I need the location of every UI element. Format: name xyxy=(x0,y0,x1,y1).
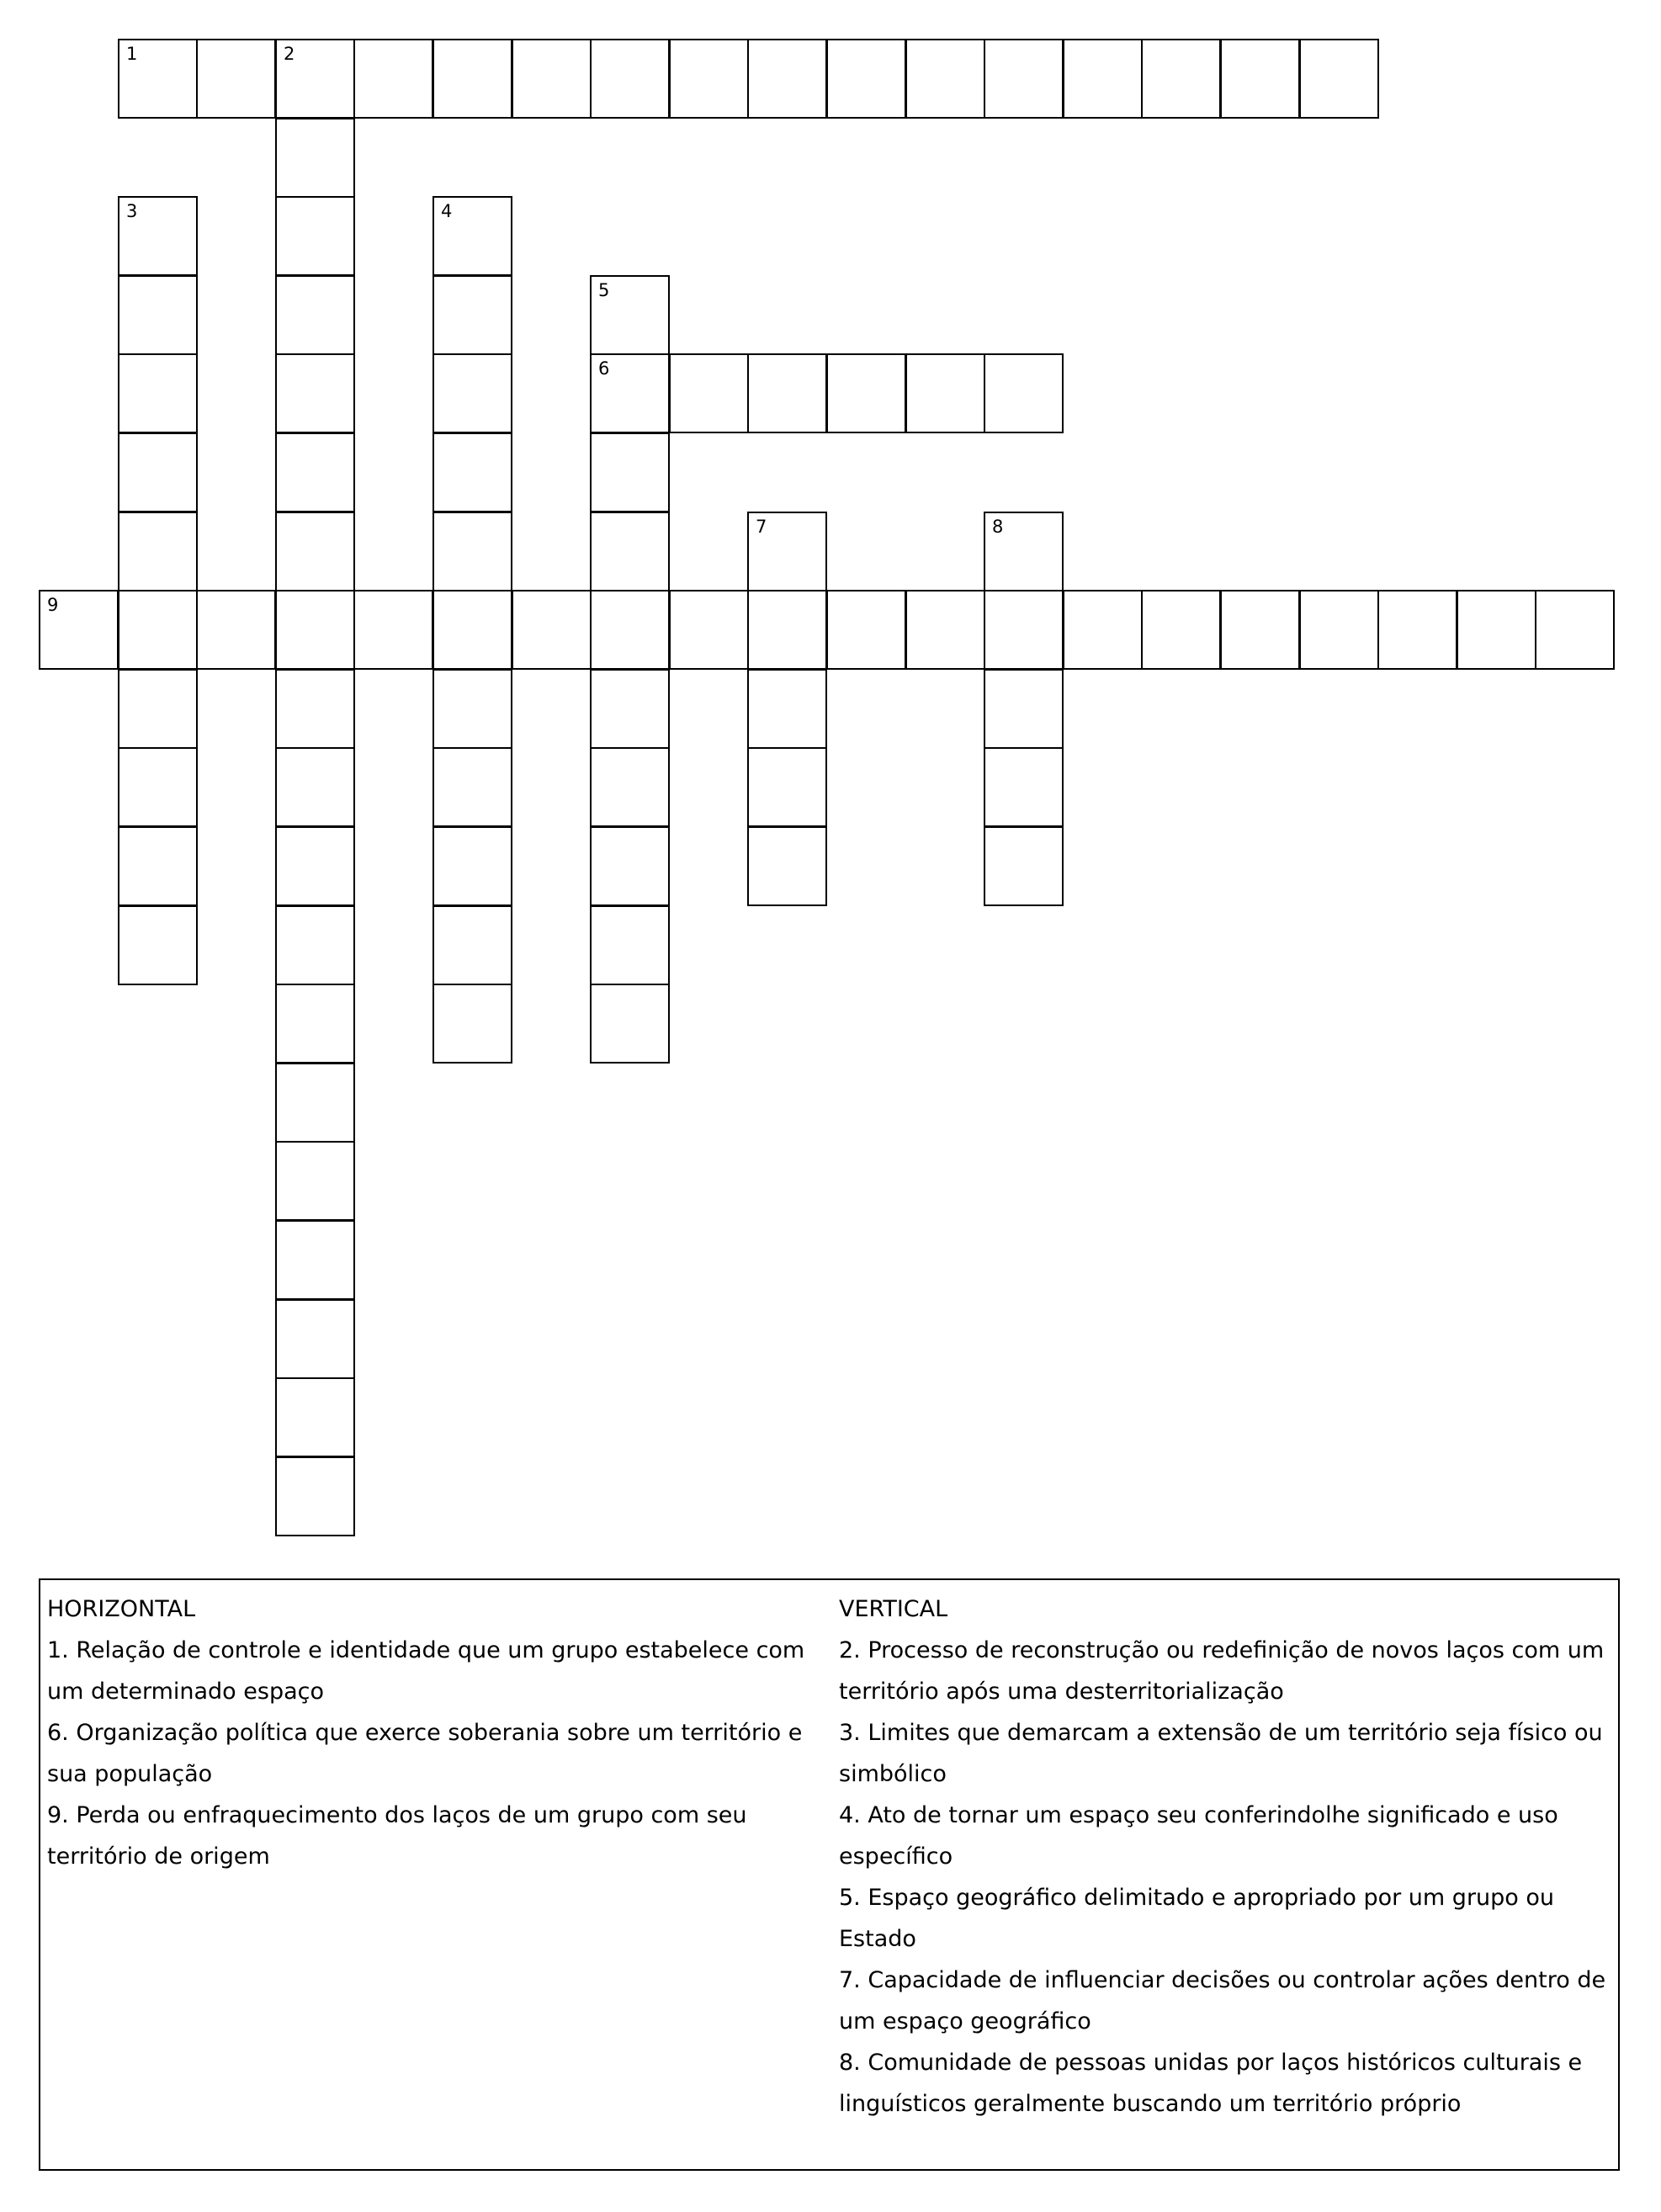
grid-cell[interactable] xyxy=(275,275,355,355)
grid-cell[interactable] xyxy=(984,747,1064,827)
grid-cell[interactable] xyxy=(432,747,512,827)
grid-cell[interactable] xyxy=(905,39,985,119)
grid-cell[interactable] xyxy=(1299,39,1379,119)
grid-cell[interactable] xyxy=(984,353,1064,433)
grid-cell[interactable] xyxy=(1220,39,1300,119)
grid-cell[interactable] xyxy=(669,353,749,433)
grid-cell[interactable] xyxy=(984,826,1064,906)
grid-cell[interactable] xyxy=(275,1299,355,1379)
grid-cell[interactable] xyxy=(826,590,906,670)
grid-cell[interactable] xyxy=(1457,590,1536,670)
grid-cell[interactable] xyxy=(1063,590,1143,670)
grid-cell[interactable] xyxy=(590,275,670,355)
grid-cell[interactable] xyxy=(747,669,827,749)
clue-down-7: 7. Capacidade de influenciar decisões ou controlar ações dentro de um espaço geográfico xyxy=(839,1967,1606,2034)
grid-cell[interactable] xyxy=(275,432,355,512)
grid-cell[interactable] xyxy=(590,39,670,119)
grid-cell[interactable] xyxy=(590,747,670,827)
clue-number-6: 6 xyxy=(598,358,610,379)
grid-cell[interactable] xyxy=(353,39,433,119)
grid-cell[interactable] xyxy=(590,432,670,512)
grid-cell[interactable] xyxy=(1220,590,1300,670)
grid-cell[interactable] xyxy=(1141,590,1221,670)
grid-cell[interactable] xyxy=(826,353,906,433)
horizontal-title: HORIZONTAL xyxy=(47,1596,196,1622)
clue-across-6: 6. Organização política que exerce soberania sobre um território e sua população xyxy=(47,1720,803,1787)
clue-number-7: 7 xyxy=(756,517,767,537)
grid-cell[interactable] xyxy=(275,669,355,749)
grid-cell[interactable] xyxy=(432,984,512,1064)
grid-cell[interactable] xyxy=(118,905,198,985)
clue-down-5: 5. Espaço geográfico delimitado e apropriado por um grupo ou Estado xyxy=(839,1885,1555,1952)
grid-cell[interactable] xyxy=(1377,590,1457,670)
grid-cell[interactable] xyxy=(118,826,198,906)
grid-cell[interactable] xyxy=(432,39,512,119)
grid-cell[interactable] xyxy=(275,1456,355,1536)
grid-cell[interactable] xyxy=(432,512,512,591)
grid-cell[interactable] xyxy=(275,512,355,591)
grid-cell[interactable] xyxy=(590,512,670,591)
grid-cell[interactable] xyxy=(432,196,512,276)
clue-across-9: 9. Perda ou enfraquecimento dos laços de um grupo com seu território de origem xyxy=(47,1802,747,1870)
grid-cell[interactable] xyxy=(984,669,1064,749)
grid-cell[interactable] xyxy=(118,747,198,827)
clues-box xyxy=(39,1578,1620,2171)
grid-cell[interactable] xyxy=(275,1220,355,1300)
grid-cell[interactable] xyxy=(275,1141,355,1221)
clue-down-8: 8. Comunidade de pessoas unidas por laços históricos culturais e linguísticos geralmente buscando um território próprio xyxy=(839,2050,1583,2117)
grid-cell[interactable] xyxy=(39,590,119,670)
clue-number-5: 5 xyxy=(598,280,610,300)
grid-cell[interactable] xyxy=(353,590,433,670)
clue-number-9: 9 xyxy=(47,595,59,615)
grid-cell[interactable] xyxy=(905,590,985,670)
grid-cell[interactable] xyxy=(747,826,827,906)
grid-cell[interactable] xyxy=(1535,590,1615,670)
grid-cell[interactable] xyxy=(590,590,670,670)
grid-cell[interactable] xyxy=(1063,39,1143,119)
grid-cell[interactable] xyxy=(432,669,512,749)
grid-cell[interactable] xyxy=(432,826,512,906)
clue-down-3: 3. Limites que demarcam a extensão de um território seja físico ou simbólico xyxy=(839,1720,1603,1787)
grid-cell[interactable] xyxy=(118,39,198,119)
grid-cell[interactable] xyxy=(984,512,1064,591)
clue-number-1: 1 xyxy=(126,44,138,64)
clue-number-8: 8 xyxy=(992,517,1004,537)
grid-cell[interactable] xyxy=(275,1063,355,1143)
vertical-title: VERTICAL xyxy=(839,1596,948,1622)
grid-cell[interactable] xyxy=(432,590,512,670)
clue-down-4: 4. Ato de tornar um espaço seu conferindolhe significado e uso específico xyxy=(839,1802,1558,1870)
grid-cell[interactable] xyxy=(196,590,276,670)
clue-number-3: 3 xyxy=(126,201,138,221)
grid-cell[interactable] xyxy=(984,590,1064,670)
grid-cell[interactable] xyxy=(118,590,198,670)
grid-cell[interactable] xyxy=(432,432,512,512)
grid-cell[interactable] xyxy=(747,747,827,827)
grid-cell[interactable] xyxy=(747,590,827,670)
grid-cell[interactable] xyxy=(118,353,198,433)
grid-cell[interactable] xyxy=(118,669,198,749)
grid-cell[interactable] xyxy=(275,826,355,906)
grid-cell[interactable] xyxy=(275,39,355,119)
grid-cell[interactable] xyxy=(275,747,355,827)
clue-number-4: 4 xyxy=(441,201,453,221)
grid-cell[interactable] xyxy=(590,669,670,749)
grid-cell[interactable] xyxy=(826,39,906,119)
grid-cell[interactable] xyxy=(118,275,198,355)
grid-cell[interactable] xyxy=(590,984,670,1064)
grid-cell[interactable] xyxy=(432,905,512,985)
grid-cell[interactable] xyxy=(590,353,670,433)
grid-cell[interactable] xyxy=(669,39,749,119)
grid-cell[interactable] xyxy=(275,196,355,276)
grid-cell[interactable] xyxy=(512,39,592,119)
grid-cell[interactable] xyxy=(590,826,670,906)
grid-cell[interactable] xyxy=(747,512,827,591)
grid-cell[interactable] xyxy=(275,353,355,433)
grid-cell[interactable] xyxy=(275,905,355,985)
grid-cell[interactable] xyxy=(118,512,198,591)
grid-cell[interactable] xyxy=(512,590,592,670)
grid-cell[interactable] xyxy=(432,275,512,355)
grid-cell[interactable] xyxy=(275,590,355,670)
grid-cell[interactable] xyxy=(747,39,827,119)
grid-cell[interactable] xyxy=(118,432,198,512)
grid-cell[interactable] xyxy=(1141,39,1221,119)
grid-cell[interactable] xyxy=(1299,590,1379,670)
grid-cell[interactable] xyxy=(196,39,276,119)
clue-down-2: 2. Processo de reconstrução ou redefinição de novos laços com um território após uma desterritorialização xyxy=(839,1637,1605,1705)
clue-across-1: 1. Relação de controle e identidade que um grupo estabelece com um determinado espaço xyxy=(47,1637,805,1705)
grid-cell[interactable] xyxy=(747,353,827,433)
grid-cell[interactable] xyxy=(984,39,1064,119)
grid-cell[interactable] xyxy=(905,353,985,433)
grid-cell[interactable] xyxy=(590,905,670,985)
grid-cell[interactable] xyxy=(275,1377,355,1457)
grid-cell[interactable] xyxy=(118,196,198,276)
clue-number-2: 2 xyxy=(284,44,295,64)
horizontal-clues xyxy=(47,1589,830,1877)
grid-cell[interactable] xyxy=(432,353,512,433)
grid-cell[interactable] xyxy=(275,118,355,198)
grid-cell[interactable] xyxy=(669,590,749,670)
grid-cell[interactable] xyxy=(275,984,355,1064)
vertical-clues xyxy=(839,1589,1613,2124)
